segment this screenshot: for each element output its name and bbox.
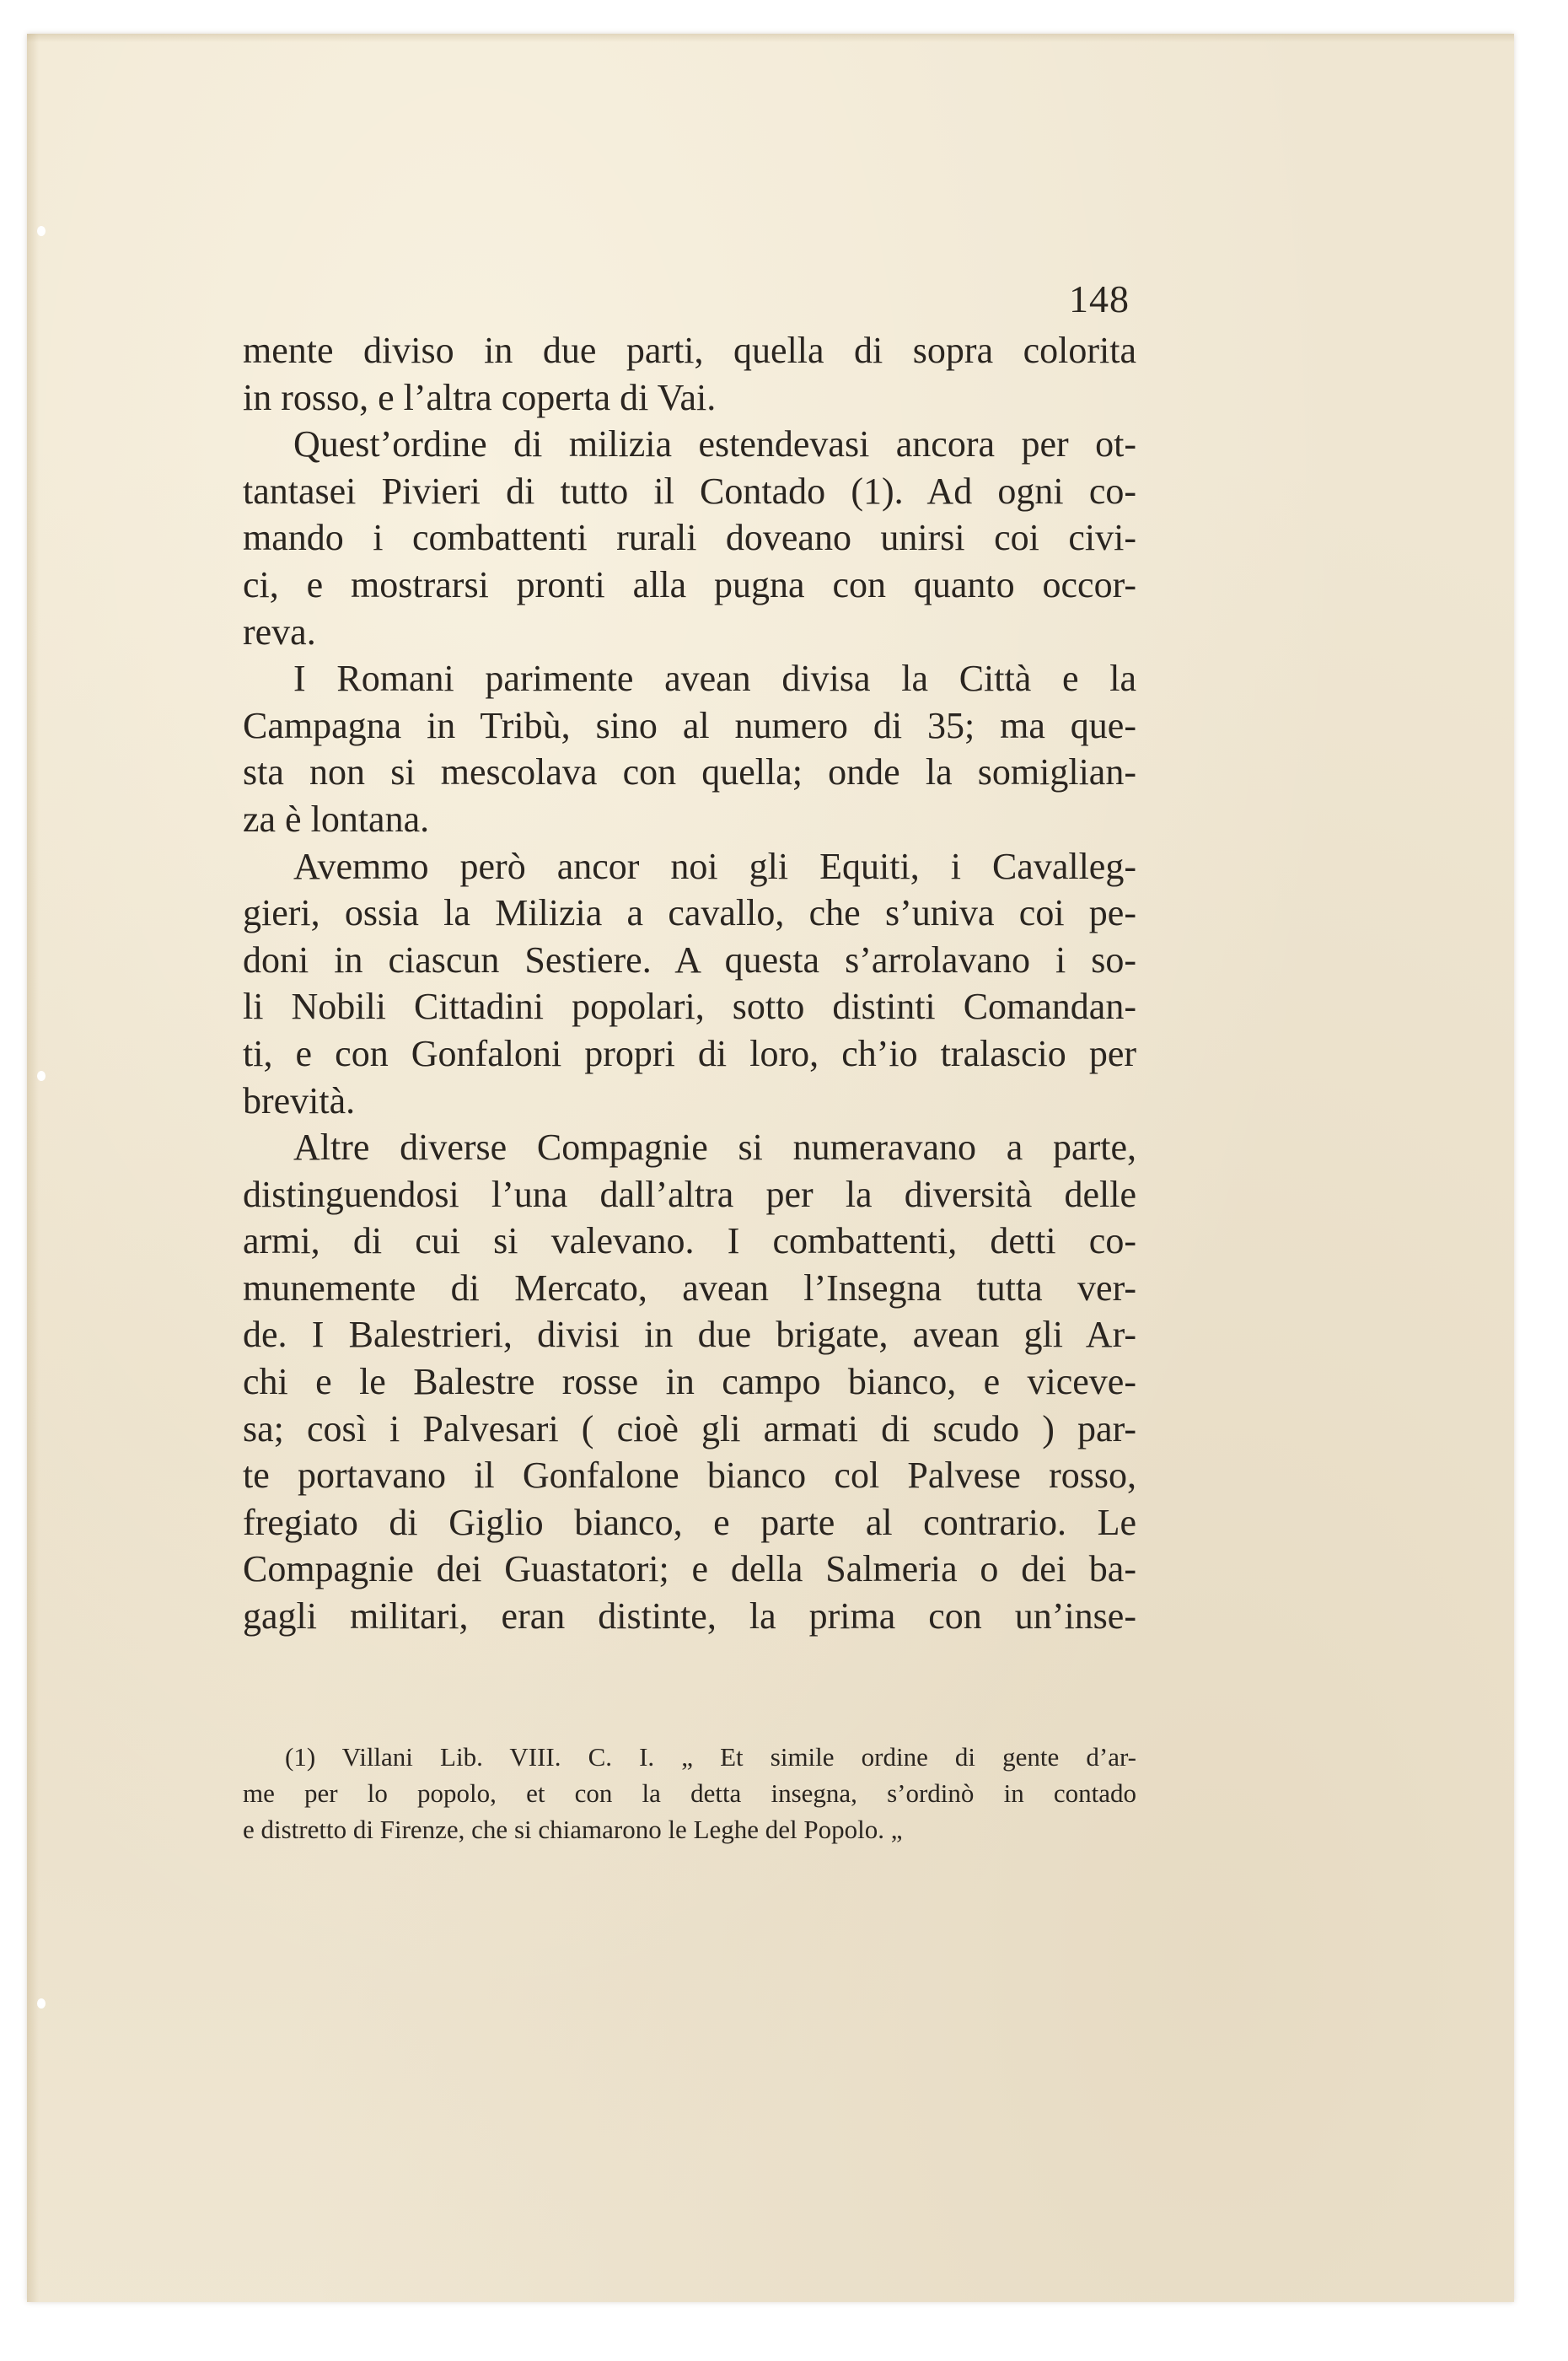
text-line: de. I Balestrieri, divisi in due brigate, avean gli Ar-: [243, 1314, 1136, 1356]
text-line: tantasei Pivieri di tutto il Contado (1). Ad ogni co-: [243, 470, 1136, 512]
text-line: Avemmo però ancor noi gli Equiti, i Cavalleg-: [293, 845, 1136, 887]
text-line: munemente di Mercato, avean l’Insegna tutta ver-: [243, 1267, 1136, 1309]
body-text: [243, 327, 1136, 1640]
page-number: 148: [1069, 277, 1130, 320]
page-top-shadow: [27, 34, 1514, 42]
text-line: Altre diverse Compagnie si numeravano a parte,: [293, 1127, 1136, 1169]
binding-hole: [37, 1998, 46, 2009]
text-line: Compagnie dei Guastatori; e della Salmeria o dei ba-: [243, 1548, 1136, 1590]
footnote-line: me per lo popolo, et con la detta insegna, s’ordinò in contado: [243, 1778, 1136, 1808]
binding-hole: [37, 1071, 46, 1081]
text-line: fregiato di Giglio bianco, e parte al contrario. Le: [243, 1501, 1136, 1543]
text-line: Campagna in Tribù, sino al numero di 35; ma que-: [243, 704, 1136, 746]
text-line: I Romani parimente avean divisa la Città e la: [293, 658, 1136, 700]
text-line: te portavano il Gonfalone bianco col Palvese rosso,: [243, 1455, 1136, 1497]
text-line: ti, e con Gonfaloni propri di loro, ch’io tralascio per: [243, 1032, 1136, 1074]
text-line: brevità.: [243, 1079, 356, 1121]
text-line: za è lontana.: [243, 798, 430, 840]
text-line: ci, e mostrarsi pronti alla pugna con quanto occor-: [243, 563, 1136, 605]
text-line: sta non si mescolava con quella; onde la somiglian-: [243, 751, 1136, 793]
binding-hole: [37, 226, 46, 236]
text-line: li Nobili Cittadini popolari, sotto distinti Comandan-: [243, 986, 1136, 1028]
text-line: reva.: [243, 610, 316, 653]
text-line: distinguendosi l’una dall’altra per la diversità delle: [243, 1173, 1136, 1215]
text-line: Quest’ordine di milizia estendevasi ancora per ot-: [293, 423, 1136, 465]
text-line: chi e le Balestre rosse in campo bianco, e viceve-: [243, 1361, 1136, 1403]
footnote-line: (1) Villani Lib. VIII. C. I. „ Et simile ordine di gente d’ar-: [285, 1742, 1136, 1772]
footnote-line: e distretto di Firenze, che si chiamarono le Leghe del Popolo. „: [243, 1815, 903, 1844]
text-line: armi, di cui si valevano. I combattenti, detti co-: [243, 1220, 1136, 1262]
text-line: mando i combattenti rurali doveano unirsi coi civi-: [243, 517, 1136, 559]
text-line: mente diviso in due parti, quella di sopra colorita: [243, 330, 1136, 371]
text-line: gieri, ossia la Milizia a cavallo, che s’univa coi pe-: [243, 892, 1136, 934]
text-line: doni in ciascun Sestiere. A questa s’arrolavano i so-: [243, 938, 1136, 981]
text-line: in rosso, e l’altra coperta di Vai.: [243, 376, 717, 418]
text-line: gagli militari, eran distinte, la prima con un’inse-: [243, 1595, 1136, 1638]
binding-holes: [34, 34, 51, 2302]
footnote: [243, 1739, 1136, 1847]
text-line: sa; così i Palvesari ( cioè gli armati di scudo ) par-: [243, 1407, 1136, 1449]
